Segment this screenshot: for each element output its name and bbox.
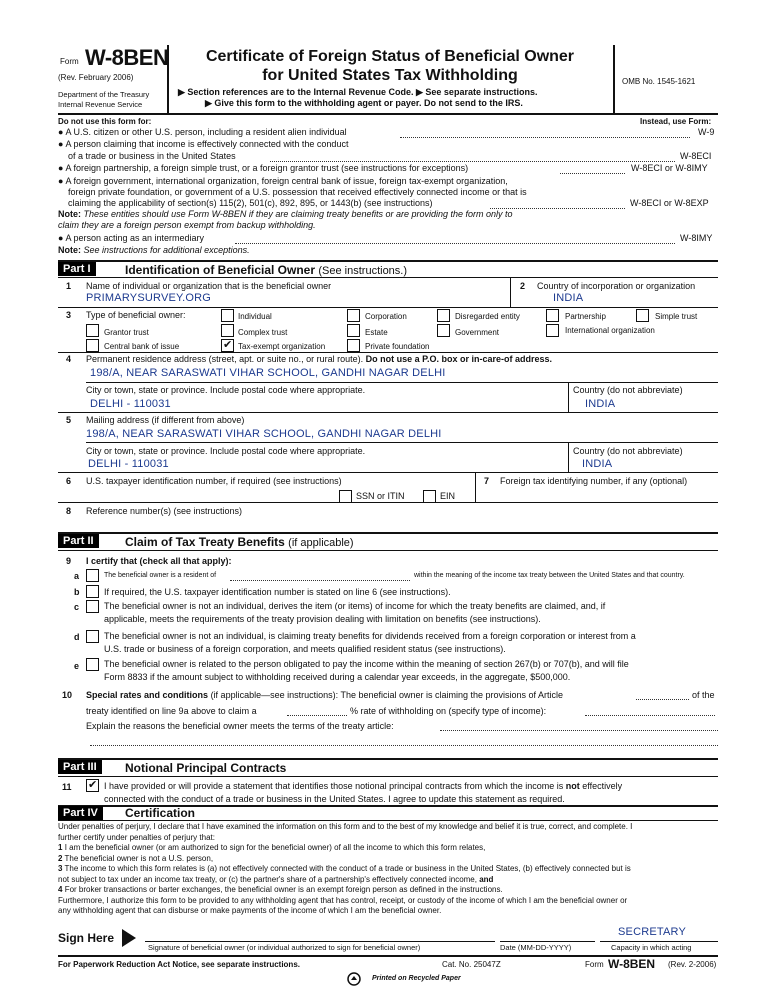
checkbox-11[interactable] bbox=[86, 779, 99, 792]
form-title-line2: for United States Tax Withholding bbox=[262, 67, 518, 84]
intro-item-4: ● A foreign government, international organization, foreign central bank of issue, foreign tax-exempt organization, bbox=[58, 176, 508, 186]
capacity-value[interactable]: SECRETARY bbox=[618, 926, 687, 938]
line4-label-bold: Do not use a P.O. box or in-care-of address. bbox=[365, 354, 553, 364]
line9d-text2: U.S. trade or business of a foreign corporation, and meets qualified resident status (see instructions). bbox=[104, 644, 506, 654]
footer-form-id: W-8BEN bbox=[608, 957, 656, 971]
form-subtitle-1: ▶ Section references are to the Internal Revenue Code. ▶ See separate instructions. bbox=[178, 87, 538, 97]
line2-label: Country of incorporation or organization bbox=[537, 281, 696, 291]
checkbox-tax-exempt[interactable] bbox=[221, 339, 234, 352]
checkbox-9d[interactable] bbox=[86, 630, 99, 643]
cert-c3b: not subject to tax under an income tax treaty, or (c) the partner's share of a partnership's effectively connected income, bbox=[58, 874, 477, 884]
cert-item-1 bbox=[58, 843, 632, 854]
intro-item-1-form: W-9 bbox=[698, 127, 715, 137]
intro-note-2 bbox=[58, 245, 250, 255]
line11-text2: connected with the conduct of a trade or business in the United States. I agree to update this statement as required. bbox=[104, 794, 565, 804]
cert-p2: further certify under penalties of perjury that: bbox=[58, 832, 215, 842]
cert-n1: 1 bbox=[58, 843, 63, 852]
cert-c2: The beneficial owner is not a U.S. person, bbox=[64, 853, 214, 863]
part1-title-text: Identification of Beneficial Owner bbox=[125, 263, 316, 277]
mailing-country[interactable]: INDIA bbox=[582, 458, 613, 470]
note-text-1: These entities should use Form W-8BEN if they are claiming treaty benefits or are providing the form only to bbox=[83, 209, 513, 219]
beneficial-owner-name[interactable]: PRIMARYSURVEY.ORG bbox=[86, 292, 212, 304]
form-word: Form bbox=[60, 57, 79, 66]
intro-intermediary-form: W-8IMY bbox=[680, 233, 713, 243]
intro-item-3: ● A foreign partnership, a foreign simple trust, or a foreign grantor trust (see instructions for exceptions) bbox=[58, 163, 469, 173]
cert-item-3 bbox=[58, 864, 632, 875]
label-ssn-itin: SSN or ITIN bbox=[356, 491, 405, 501]
mailing-address[interactable]: 198/A, NEAR SARASWATI VIHAR SCHOOL, GANDHI NAGAR DELHI bbox=[86, 428, 442, 440]
note2-text: See instructions for additional exceptions. bbox=[83, 245, 250, 255]
part2-title-suffix: (if applicable) bbox=[288, 537, 354, 549]
cert-p1: Under penalties of perjury, I declare that I have examined the information on this form and to the best of my knowledge and belief it is true, correct, and complete. I bbox=[58, 822, 633, 831]
intro-intermediary: ● A person acting as an intermediary bbox=[58, 233, 205, 243]
line9-num: 9 bbox=[66, 556, 72, 566]
label-simple-trust: Simple trust bbox=[655, 312, 698, 321]
certification-text bbox=[58, 822, 632, 917]
note-label: Note: bbox=[58, 209, 81, 219]
form-title-line1: Certificate of Foreign Status of Beneficial Owner bbox=[205, 48, 575, 65]
intro-item-3-text: A foreign partnership, a foreign simple trust, or a foreign grantor trust (see instructions for exceptions) bbox=[65, 163, 469, 173]
checkbox-grantor-trust[interactable] bbox=[86, 324, 99, 337]
part2-tag: Part II bbox=[58, 534, 99, 548]
footer-form-word: Form bbox=[585, 960, 604, 969]
label-individual: Individual bbox=[238, 312, 272, 321]
line4-label bbox=[86, 354, 552, 364]
checkbox-intl-org[interactable] bbox=[546, 324, 559, 337]
form-id: W-8BEN bbox=[85, 45, 169, 70]
intro-item-1: ● A U.S. citizen or other U.S. person, including a resident alien individual bbox=[58, 127, 347, 137]
part1-tag: Part I bbox=[58, 262, 96, 276]
label-central-bank: Central bank of issue bbox=[104, 342, 180, 351]
cert-item-2 bbox=[58, 854, 632, 865]
label-private-foundation: Private foundation bbox=[365, 342, 430, 351]
line6-num: 6 bbox=[66, 476, 72, 486]
checkbox-government[interactable] bbox=[437, 324, 450, 337]
checkbox-individual[interactable] bbox=[221, 309, 234, 322]
line9b-text: If required, the U.S. taxpayer identification number is stated on line 6 (see instructions). bbox=[104, 587, 451, 597]
line10-text-b2: % rate of withholding on (specify type of income): bbox=[350, 706, 547, 716]
checkbox-disregarded-entity[interactable] bbox=[437, 309, 450, 322]
intro-item-2b: of a trade or business in the United States bbox=[68, 151, 236, 161]
line10-text-c: Explain the reasons the beneficial owner meets the terms of the treaty article: bbox=[86, 721, 394, 731]
cert-c3a: The income to which this form relates is (a) not effectively connected with the conduct of a trade or business in the United States, (b) effectively connected but is bbox=[64, 864, 631, 873]
line2-num: 2 bbox=[520, 281, 526, 291]
cert-item-4 bbox=[58, 885, 632, 896]
line7-label: Foreign tax identifying number, if any (optional) bbox=[500, 476, 688, 486]
line1-num: 1 bbox=[66, 281, 72, 291]
cert-f1: Furthermore, I authorize this form to be provided to any withholding agent that has control, receipt, or custody of the income of which I am the beneficial owner or bbox=[58, 895, 628, 905]
line9c-letter: c bbox=[74, 602, 80, 612]
line9c-text2: applicable, meets the requirements of the treaty provision dealing with limitation on benefits (see instructions). bbox=[104, 614, 541, 624]
part3-tag: Part III bbox=[58, 760, 102, 774]
checkbox-9a[interactable] bbox=[86, 569, 99, 582]
permanent-address[interactable]: 198/A, NEAR SARASWATI VIHAR SCHOOL, GANDHI NAGAR DELHI bbox=[90, 367, 446, 379]
line10-text-a-end: of the bbox=[692, 690, 715, 700]
cert-c3b-and: and bbox=[479, 874, 494, 884]
part3-title: Notional Principal Contracts bbox=[125, 761, 287, 775]
intro-note-1 bbox=[58, 209, 513, 219]
checkbox-estate[interactable] bbox=[347, 324, 360, 337]
line8-label: Reference number(s) (see instructions) bbox=[86, 506, 243, 516]
capacity-label: Capacity in which acting bbox=[611, 943, 692, 952]
country-of-incorporation[interactable]: INDIA bbox=[553, 292, 584, 304]
do-not-use-heading: Do not use this form for: bbox=[58, 117, 152, 126]
part2-title bbox=[125, 535, 354, 549]
intro-item-4b: foreign private foundation, or government of a U.S. possession that received effectively connected income or that is bbox=[68, 187, 527, 197]
line5-label: Mailing address (if different from above) bbox=[86, 415, 245, 425]
part4-title: Certification bbox=[125, 806, 196, 820]
cert-n4: 4 bbox=[58, 885, 63, 894]
checkbox-9c[interactable] bbox=[86, 600, 99, 613]
note2-label: Note: bbox=[58, 245, 81, 255]
signature-label: Signature of beneficial owner (or individual authorized to sign for beneficial owner) bbox=[148, 943, 421, 952]
form-revision: (Rev. February 2006) bbox=[58, 73, 134, 82]
sign-arrow-icon bbox=[122, 929, 136, 947]
line9a-text1: The beneficial owner is a resident of bbox=[104, 572, 217, 579]
intermediary-text: A person acting as an intermediary bbox=[65, 233, 205, 243]
cert-n3: 3 bbox=[58, 864, 63, 873]
intro-item-2-text: A person claiming that income is effectively connected with the conduct bbox=[65, 139, 349, 149]
intro-item-4-text: A foreign government, international organization, foreign central bank of issue, foreign tax-exempt organization, bbox=[65, 176, 508, 186]
part4-tag: Part IV bbox=[58, 806, 103, 820]
footer-revision: (Rev. 2-2006) bbox=[668, 960, 717, 969]
line11-text1 bbox=[104, 781, 622, 791]
intro-item-1-text: A U.S. citizen or other U.S. person, including a resident alien individual bbox=[65, 127, 347, 137]
line9d-letter: d bbox=[74, 632, 80, 642]
line10-text-a bbox=[86, 690, 563, 700]
cert-n2: 2 bbox=[58, 853, 63, 863]
line5-city-label: City or town, state or province. Include postal code where appropriate. bbox=[86, 446, 366, 456]
permanent-city[interactable]: DELHI - 110031 bbox=[90, 398, 171, 410]
intro-note-1b: claim they are a foreign person exempt from backup withholding. bbox=[58, 220, 316, 230]
cert-f2: any withholding agent that can disburse or make payments of the income of which I am the beneficial owner. bbox=[58, 906, 442, 915]
line3-label: Type of beneficial owner: bbox=[86, 310, 186, 320]
line5-num: 5 bbox=[66, 415, 72, 425]
label-partnership: Partnership bbox=[565, 312, 606, 321]
cert-c4: For broker transactions or barter exchanges, the beneficial owner is an exempt foreign person as defined in the instructions. bbox=[64, 885, 503, 894]
label-grantor-trust: Grantor trust bbox=[104, 328, 149, 337]
dept-treasury: Department of the Treasury bbox=[58, 90, 150, 99]
recycle-icon bbox=[347, 972, 361, 986]
line9e-text1: The beneficial owner is related to the person obligated to pay the income within the meaning of section 267(b) or 707(b), and will file bbox=[104, 659, 629, 669]
form-subtitle-2: ▶ Give this form to the withholding agent or payer. Do not send to the IRS. bbox=[205, 98, 523, 108]
checkbox-9b[interactable] bbox=[86, 585, 99, 598]
line9b-letter: b bbox=[74, 587, 80, 597]
line10-text-b1: treaty identified on line 9a above to claim a bbox=[86, 706, 257, 716]
label-ein: EIN bbox=[440, 491, 456, 501]
line7-num: 7 bbox=[484, 476, 490, 486]
line9a-letter: a bbox=[74, 571, 80, 581]
line9c-text1: The beneficial owner is not an individual, derives the item (or items) of income for which the treaty benefits are claimed, and, if bbox=[104, 601, 606, 611]
line10-text-a-rest: (if applicable—see instructions): The beneficial owner is claiming the provisions of Article bbox=[210, 690, 564, 700]
line4-label-text: Permanent residence address (street, apt. or suite no., or rural route). bbox=[86, 354, 364, 364]
irs-label: Internal Revenue Service bbox=[58, 100, 143, 109]
line9-label: I certify that (check all that apply): bbox=[86, 556, 232, 566]
line9e-text2: Form 8833 if the amount subject to withholding received during a calendar year exceeds, in the aggregate, $500,000. bbox=[104, 672, 571, 682]
paperwork-notice: For Paperwork Reduction Act Notice, see separate instructions. bbox=[58, 960, 300, 969]
checkbox-central-bank[interactable] bbox=[86, 339, 99, 352]
label-disregarded-entity: Disregarded entity bbox=[455, 312, 520, 321]
recycled-paper-note: Printed on Recycled Paper bbox=[372, 975, 461, 982]
line11-pre: I have provided or will provide a statement that identifies those notional principal contracts from which the income is bbox=[104, 781, 564, 791]
label-intl-org: International organization bbox=[565, 326, 655, 335]
sign-here-label: Sign Here bbox=[58, 931, 115, 945]
intro-item-4-form: W-8ECI or W-8EXP bbox=[630, 198, 709, 208]
intro-item-2: ● A person claiming that income is effectively connected with the conduct bbox=[58, 139, 349, 149]
line6-label: U.S. taxpayer identification number, if required (see instructions) bbox=[86, 476, 342, 486]
checkbox-complex-trust[interactable] bbox=[221, 324, 234, 337]
mailing-city[interactable]: DELHI - 110031 bbox=[88, 458, 169, 470]
instead-use-heading: Instead, use Form: bbox=[640, 117, 712, 126]
checkbox-simple-trust[interactable] bbox=[636, 309, 649, 322]
label-estate: Estate bbox=[365, 328, 388, 337]
checkbox-corporation[interactable] bbox=[347, 309, 360, 322]
intro-item-4c: claiming the applicability of section(s) 115(2), 501(c), 892, 895, or 1443(b) (see instructions) bbox=[68, 198, 433, 208]
part1-title-suffix: (See instructions.) bbox=[318, 265, 408, 277]
line8-num: 8 bbox=[66, 506, 72, 516]
label-tax-exempt: Tax-exempt organization bbox=[238, 342, 326, 351]
checkbox-partnership[interactable] bbox=[546, 309, 559, 322]
line3-num: 3 bbox=[66, 310, 72, 320]
label-government: Government bbox=[455, 328, 500, 337]
label-corporation: Corporation bbox=[365, 312, 407, 321]
cert-c1: I am the beneficial owner (or am authorized to sign for the beneficial owner) of all the income to which this form relates, bbox=[64, 843, 486, 852]
line9e-letter: e bbox=[74, 661, 80, 671]
line9d-text1: The beneficial owner is not an individual, is claiming treaty benefits for dividends received from a foreign corporation or interest from a bbox=[104, 631, 636, 641]
part1-title bbox=[125, 263, 407, 277]
line4-city-label: City or town, state or province. Include postal code where appropriate. bbox=[86, 385, 366, 395]
line4-num: 4 bbox=[66, 354, 72, 364]
line1-label: Name of individual or organization that is the beneficial owner bbox=[86, 281, 332, 291]
intro-item-3-form: W-8ECI or W-8IMY bbox=[631, 163, 708, 173]
line10-num: 10 bbox=[62, 690, 73, 700]
part2-title-text: Claim of Tax Treaty Benefits bbox=[125, 535, 285, 549]
line9a-text2: within the meaning of the income tax treaty between the United States and that country. bbox=[414, 572, 685, 579]
line4-country-label: Country (do not abbreviate) bbox=[573, 385, 683, 395]
checkbox-private-foundation[interactable] bbox=[347, 339, 360, 352]
line11-not: not bbox=[565, 781, 580, 791]
line5-country-label: Country (do not abbreviate) bbox=[573, 446, 683, 456]
cert-item-3b bbox=[58, 875, 632, 886]
line10-bold: Special rates and conditions bbox=[86, 690, 209, 700]
intro-item-2-form: W-8ECI bbox=[680, 151, 712, 161]
line11-post: effectively bbox=[582, 781, 623, 791]
label-complex-trust: Complex trust bbox=[238, 328, 288, 337]
line11-num: 11 bbox=[62, 782, 72, 792]
catalog-number: Cat. No. 25047Z bbox=[442, 960, 501, 969]
omb-number: OMB No. 1545-1621 bbox=[622, 77, 696, 86]
permanent-country[interactable]: INDIA bbox=[585, 398, 616, 410]
checkbox-9e[interactable] bbox=[86, 658, 99, 671]
date-label: Date (MM-DD-YYYY) bbox=[500, 943, 572, 952]
